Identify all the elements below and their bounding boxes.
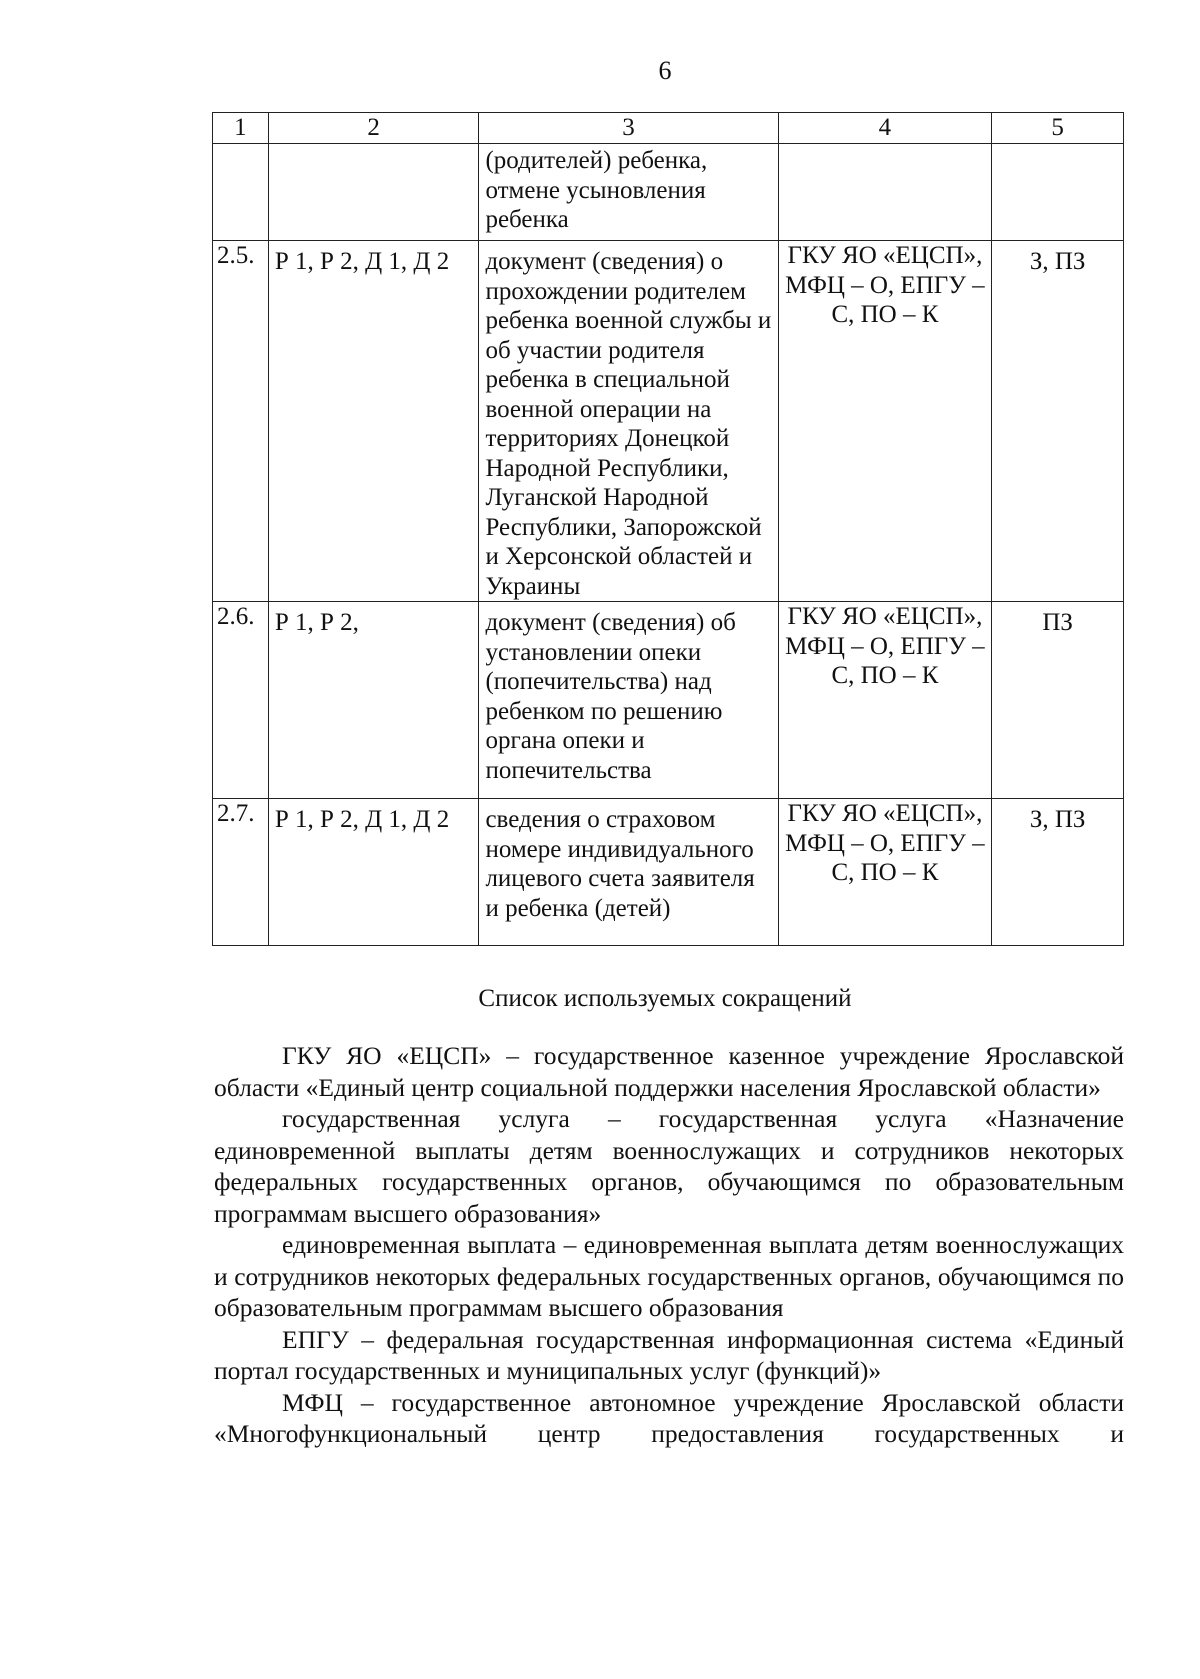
mark-cell: З, ПЗ [992, 799, 1124, 946]
page-number: 6 [658, 56, 672, 85]
row-number-cell: 2.6. [213, 602, 269, 799]
header-cell: 3 [479, 113, 778, 144]
applicant-codes-cell: Р 1, Р 2, Д 1, Д 2 [268, 241, 479, 602]
document-cell: сведения о страховом номере индивидуального лицевого счета заявителя и ребенка (детей) [479, 799, 778, 946]
source-cell: ГКУ ЯО «ЕЦСП», МФЦ – О, ЕПГУ – С, ПО – К [778, 799, 992, 946]
header-cell: 2 [268, 113, 479, 144]
table-row [213, 799, 1124, 946]
source-cell: ГКУ ЯО «ЕЦСП», МФЦ – О, ЕПГУ – С, ПО – К [778, 602, 992, 799]
mark-cell: ПЗ [992, 602, 1124, 799]
table-header-row [213, 113, 1124, 144]
header-cell: 5 [992, 113, 1124, 144]
abbreviation-item: МФЦ – государственное автономное учреждение Ярославской области «Многофункциональный центр предоставления государственных и [214, 1387, 1124, 1448]
table-row [213, 602, 1124, 799]
row-number-cell [213, 144, 269, 241]
mark-cell: З, ПЗ [992, 241, 1124, 602]
abbreviation-item: единовременная выплата – единовременная выплата детям военнослужащих и сотрудников некоторых федеральных государственных органов, обучающимся по образовательным программам высшего образования [214, 1230, 1124, 1322]
header-cell: 4 [778, 113, 992, 144]
document-cell: документ (сведения) об установлении опеки (попечительства) над ребенком по решению органа опеки и попечительства [479, 602, 778, 799]
applicant-codes-cell: Р 1, Р 2, [268, 602, 479, 799]
source-cell: ГКУ ЯО «ЕЦСП», МФЦ – О, ЕПГУ – С, ПО – К [778, 241, 992, 602]
documents-table [212, 112, 1124, 946]
mark-cell [992, 144, 1124, 241]
source-cell [778, 144, 992, 241]
header-cell: 1 [213, 113, 269, 144]
row-number-cell: 2.7. [213, 799, 269, 946]
applicant-codes-cell: Р 1, Р 2, Д 1, Д 2 [268, 799, 479, 946]
row-number-cell: 2.5. [213, 241, 269, 602]
abbreviation-item: государственная услуга – государственная услуга «Назначение единовременной выплаты детям военнослужащих и сотрудников некоторых федеральных государственных органов, обучающимся по образовательным программам высшего образования» [214, 1104, 1124, 1228]
abbreviations-title: Список используемых сокращений [478, 985, 852, 1012]
applicant-codes-cell [268, 144, 479, 241]
document-cell: документ (сведения) о прохождении родителем ребенка военной службы и об участии родителя ребенка в специальной военной операции на территориях Донецкой Народной Республики, Луганской Народной Республики, Запорожской и Херсонской областей и Украины [479, 241, 778, 602]
document-cell: (родителей) ребенка, отмене усыновления ребенка [479, 144, 778, 241]
abbreviations-list [214, 1040, 1124, 1450]
table-row [213, 241, 1124, 602]
table-row [213, 144, 1124, 241]
abbreviation-item: ГКУ ЯО «ЕЦСП» – государственное казенное учреждение Ярославской области «Единый центр социальной поддержки населения Ярославской области» [214, 1041, 1124, 1102]
abbreviation-item: ЕПГУ – федеральная государственная информационная система «Единый портал государственных и муниципальных услуг (функций)» [214, 1324, 1124, 1385]
